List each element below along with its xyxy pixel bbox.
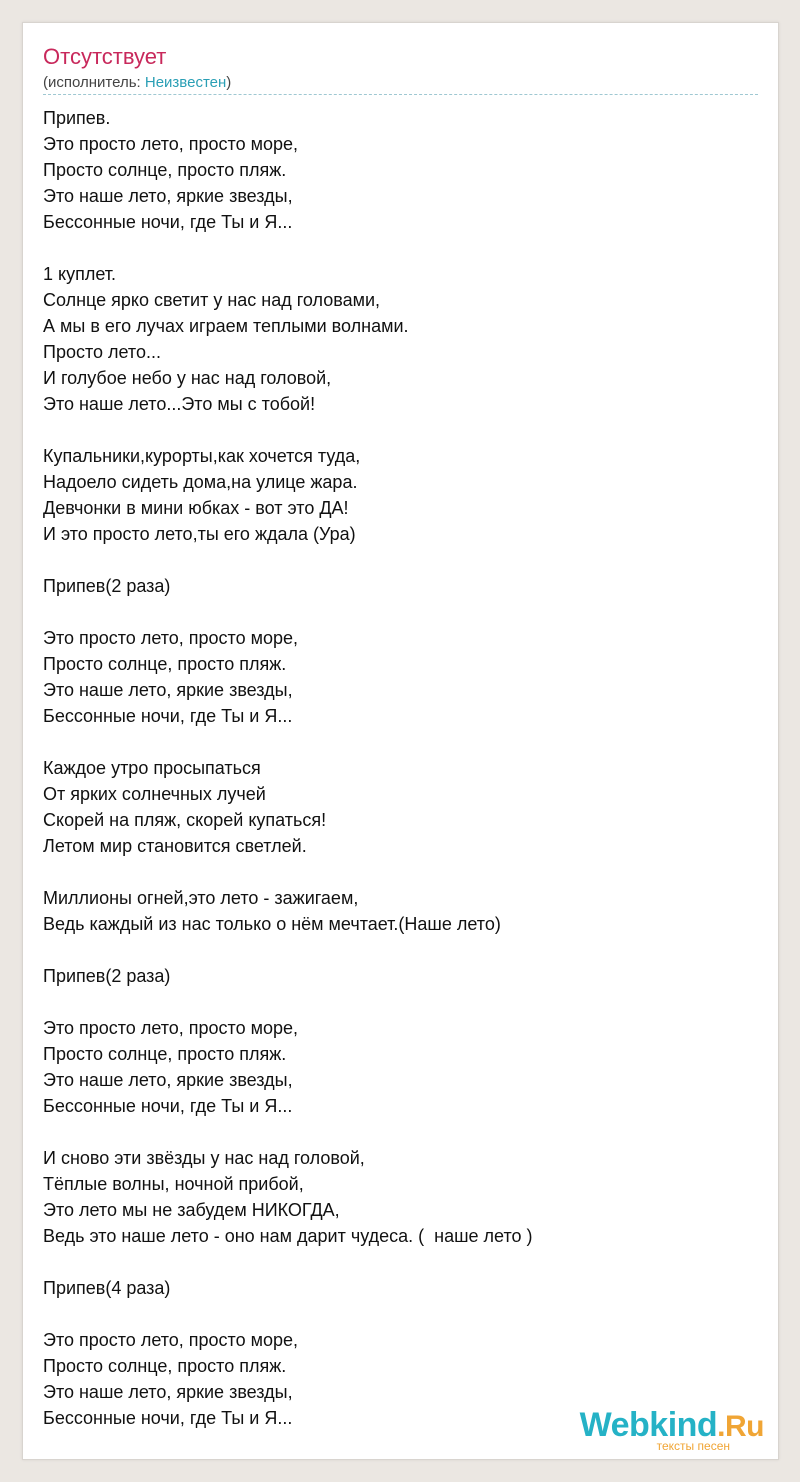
lyric-line: [43, 1119, 533, 1145]
artist-line: [43, 73, 231, 93]
lyric-line: [43, 547, 533, 573]
lyric-line: Просто солнце, просто пляж.: [43, 654, 287, 674]
lyric-line: Это просто лето, просто море,: [43, 1018, 299, 1038]
lyric-line: Летом мир становится светлей.: [43, 836, 307, 856]
lyric-line: Просто лето...: [43, 342, 161, 362]
lyric-line: [43, 989, 533, 1015]
lyric-line: Бессонные ночи, где Ты и Я...: [43, 1408, 293, 1428]
lyric-line: Надоело сидеть дома,на улице жара.: [43, 472, 358, 492]
lyric-line: [43, 1249, 533, 1275]
artist-prefix: (исполнитель:: [43, 74, 145, 91]
logo-tld: .Ru: [717, 1410, 764, 1443]
logo-tagline: тексты песен: [656, 1439, 730, 1453]
lyric-line: [43, 937, 533, 963]
lyric-line: И это просто лето,ты его ждала (Ура): [43, 524, 356, 544]
lyric-line: Солнце ярко светит у нас над головами,: [43, 290, 381, 310]
lyric-line: [43, 1301, 533, 1327]
lyric-line: Скорей на пляж, скорей купаться!: [43, 810, 327, 830]
lyric-line: От ярких солнечных лучей: [43, 784, 266, 804]
site-logo[interactable]: [580, 1407, 764, 1453]
lyric-line: [43, 859, 533, 885]
lyric-line: Припев(2 раза): [43, 966, 171, 986]
lyric-line: Бессонные ночи, где Ты и Я...: [43, 1096, 293, 1116]
lyric-line: Это наше лето, яркие звезды,: [43, 186, 293, 206]
lyric-line: Это лето мы не забудем НИКОГДА,: [43, 1200, 340, 1220]
lyric-line: Купальники,курорты,как хочется туда,: [43, 446, 361, 466]
logo-main: Webkind: [579, 1406, 718, 1444]
lyric-line: Это наше лето, яркие звезды,: [43, 1070, 293, 1090]
lyric-line: И сново эти звёзды у нас над головой,: [43, 1148, 365, 1168]
lyric-line: Просто солнце, просто пляж.: [43, 1356, 287, 1376]
lyric-line: Ведь каждый из нас только о нём мечтает.(Наше лето): [43, 914, 501, 934]
artist-suffix: ): [226, 74, 232, 91]
lyric-line: [43, 729, 533, 755]
lyric-line: Бессонные ночи, где Ты и Я...: [43, 212, 293, 232]
lyric-line: А мы в его лучах играем теплыми волнами.: [43, 316, 409, 336]
artist-link[interactable]: Неизвестен: [144, 74, 227, 91]
lyric-line: Это наше лето, яркие звезды,: [43, 680, 293, 700]
lyric-line: Бессонные ночи, где Ты и Я...: [43, 706, 293, 726]
lyric-line: Это просто лето, просто море,: [43, 134, 299, 154]
title-divider: [43, 94, 758, 95]
lyric-line: Припев(2 раза): [43, 576, 171, 596]
lyric-line: [43, 417, 533, 443]
lyric-line: Тёплые волны, ночной прибой,: [43, 1174, 304, 1194]
lyric-line: Припев(4 раза): [43, 1278, 171, 1298]
lyric-line: Припев.: [43, 108, 111, 128]
lyric-line: [43, 235, 533, 261]
song-title: Отсутствует: [43, 44, 167, 69]
lyric-line: Каждое утро просыпаться: [43, 758, 261, 778]
lyric-line: Девчонки в мини юбках - вот это ДА!: [43, 498, 349, 518]
lyric-line: Это наше лето, яркие звезды,: [43, 1382, 293, 1402]
lyric-line: 1 куплет.: [43, 264, 117, 284]
lyric-line: Просто солнце, просто пляж.: [43, 1044, 287, 1064]
lyrics-text: [43, 105, 533, 1431]
lyric-line: [43, 599, 533, 625]
lyric-line: И голубое небо у нас над головой,: [43, 368, 332, 388]
lyric-line: Ведь это наше лето - оно нам дарит чудеса. ( наше лето ): [43, 1226, 533, 1246]
lyric-line: Это просто лето, просто море,: [43, 628, 299, 648]
lyric-line: Это просто лето, просто море,: [43, 1330, 299, 1350]
lyric-line: Миллионы огней,это лето - зажигаем,: [43, 888, 359, 908]
lyrics-card: [22, 22, 779, 1460]
lyric-line: Просто солнце, просто пляж.: [43, 160, 287, 180]
lyric-line: Это наше лето...Это мы с тобой!: [43, 394, 316, 414]
